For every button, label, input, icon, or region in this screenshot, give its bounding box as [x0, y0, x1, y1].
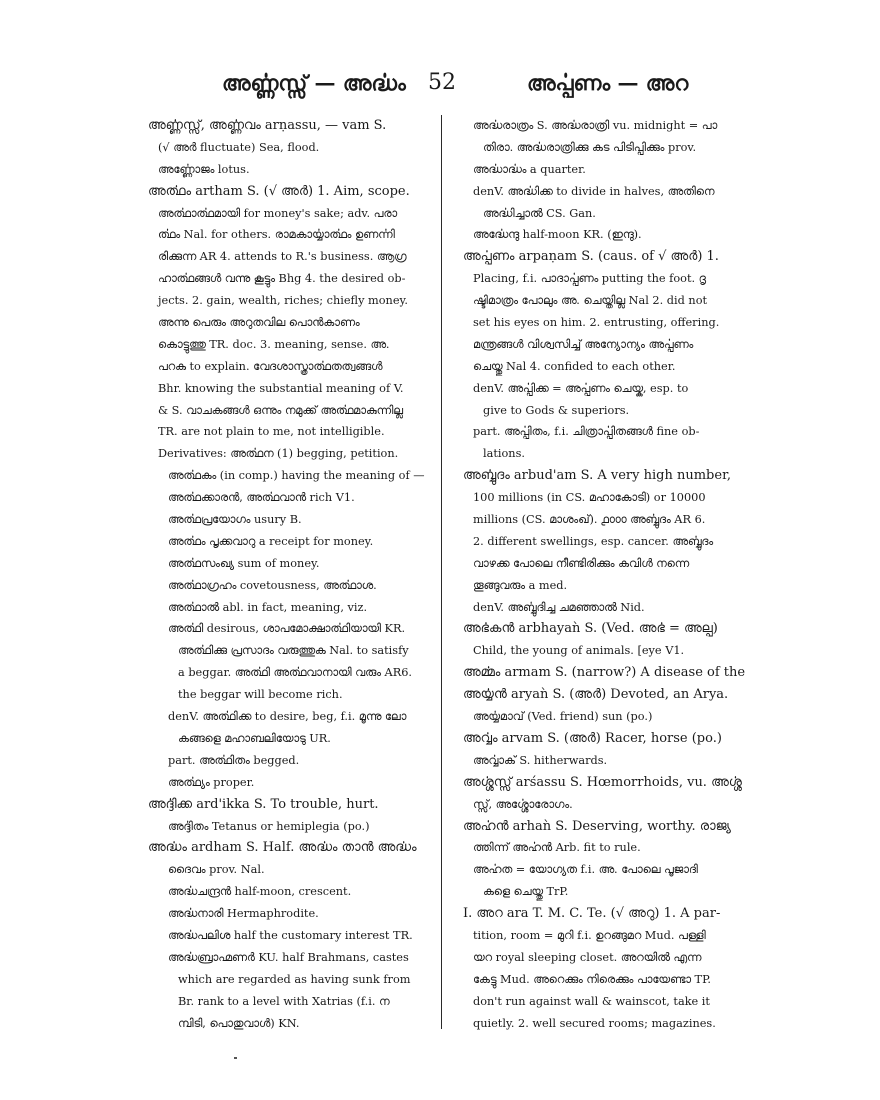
- entry-text-line: അൎത്ഥപ്രയോഗം usury B.: [168, 513, 302, 527]
- entry-headword-line: അൎഭകൻ arbhayaǹ S. (Ved. അൎഭ = അല്പ): [463, 621, 718, 637]
- header-right-guideword: അൎപ്പണം — അറ: [527, 70, 689, 95]
- entry-text-line: കളെ ചെയ്തു TrP.: [483, 885, 569, 899]
- entry-headword-line: അൎദ്ദിക്ക ard'ikka S. To trouble, hurt.: [148, 796, 379, 812]
- entry-text-line: മ്പിടി, പൊതുവാൾ) KN.: [178, 1016, 300, 1030]
- entry-text-line: തിരാ. അൎദ്ധരാത്രിക്കു കട പിടിപ്പിക്കും prov.: [483, 140, 697, 154]
- entry-text-line: which are regarded as having sunk from: [178, 972, 411, 986]
- page-number: 52: [428, 70, 456, 95]
- column-divider: [441, 115, 442, 1029]
- entry-text-line: ത്തിന്ന് അൎഹൻ Arb. fit to rule.: [473, 841, 641, 855]
- entry-text-line: വാഴക്ക പോലെ നീണ്ടിരിക്കും കവിൾ നന്നെ: [473, 556, 689, 570]
- entry-text-line: Placing, f.i. പാദാൎപ്പണം putting the foot. ദൃ: [473, 272, 707, 286]
- entry-text-line: ഷ്ടിമാത്രം പോലും അ. ചെയ്തില്ല Nal 2. did not: [473, 294, 708, 308]
- entry-text-line: യറ royal sleeping closet. അറയിൽ എന്ന: [473, 950, 702, 964]
- entry-text-line: അൎദ്ധബ്രാഹ്മണർ KU. half Brahmans, castes: [168, 950, 409, 964]
- right-column: [463, 115, 750, 1034]
- entry-headword-line: അൎപ്പണം arpaṇam S. (caus. of √ അർ) 1.: [463, 249, 719, 265]
- entry-text-line: തൂങ്ങുവരും a med.: [473, 578, 568, 592]
- entry-text-line: Bhr. knowing the substantial meaning of V.: [158, 381, 404, 395]
- entry-text-line: അൎത്ഥം പൃക്കവാറു a receipt for money.: [168, 534, 374, 548]
- entry-text-line: Child, the young of animals. [eye V1.: [473, 644, 685, 658]
- entry-text-line: quietly. 2. well secured rooms; magazines.: [473, 1016, 716, 1030]
- entry-text-line: അൎത്ഥാൎത്ഥമായി for money's sake; adv. പരാ: [158, 206, 398, 220]
- entry-text-line: TR. are not plain to me, not intelligible.: [158, 425, 385, 439]
- entry-text-line: കങ്ങളെ മഹാബലിയോടു UR.: [178, 731, 331, 745]
- entry-text-line: അൎഹത = യോഗ്യത f.i. അ. പോലെ പൂജാദി: [473, 863, 698, 877]
- entry-text-line: lations.: [483, 447, 525, 461]
- entry-text-line: അൎത്ഥ്യം proper.: [168, 775, 255, 789]
- entry-headword-line: അൎബ്ബുദം arbud'am S. A very high number,: [463, 468, 731, 484]
- entry-text-line: don't run against wall & wainscot, take it: [473, 994, 710, 1008]
- entry-text-line: അൎത്ഥി desirous, ശാപമോക്ഷാൎത്ഥിയായി KR.: [168, 622, 406, 636]
- entry-text-line: അൎദ്ധരാത്രം S. അൎദ്ധരാത്രി vu. midnight = പാ: [473, 119, 718, 132]
- entry-text-line: അൎദ്ധാൎദ്ധം a quarter.: [473, 162, 586, 176]
- entry-text-line: അൎത്ഥാഗ്രഹം covetousness, അൎത്ഥാശ.: [168, 578, 377, 592]
- entry-text-line: 2. different swellings, esp. cancer. അൎബ്ബുദം: [473, 534, 714, 548]
- entry-text-line: അൎത്ഥിക്കു പ്രസാദം വരുത്തുക Nal. to satisfy: [178, 644, 409, 658]
- entry-text-line: അൎദ്ധപലിശ half the customary interest TR.: [168, 928, 413, 942]
- page-header: [0, 66, 880, 106]
- entry-text-line: രിക്കുന്ന AR 4. attends to R.'s business. ആഗ്ര: [158, 250, 407, 264]
- entry-text-line: denV. അൎബ്ബുദിച്ച ചമഞ്ഞാൽ Nid.: [473, 600, 645, 614]
- entry-text-line: പറക to explain. വേദശാസ്ത്രാൎത്ഥതത്വങ്ങൾ: [158, 359, 383, 373]
- entry-text-line: അൎത്ഥസംഖ്യ sum of money.: [168, 556, 320, 570]
- entry-headword-line: അൎയ്യൻ aryaǹ S. (അർ) Devoted, an Arya.: [463, 687, 729, 703]
- entry-text-line: അൎണ്ണോജം lotus.: [158, 162, 250, 176]
- entry-headword-line: അൎണ്ണസ്സ്, അൎണ്ണവം arṇassu, — vam S.: [148, 118, 387, 133]
- entry-text-line: Br. rank to a level with Xatrias (f.i. ന: [178, 994, 390, 1008]
- entry-text-line: tition, room = മുറി f.i. ഉറങ്ങുമറ Mud. പള്ളി: [473, 928, 706, 942]
- entry-text-line: അൎദ്ദിതം Tetanus or hemiplegia (po.): [168, 819, 370, 833]
- entry-text-line: ഹാൎത്ഥങ്ങൾ വന്നു കൂട്ടും Bhg 4. the desired ob-: [158, 272, 406, 286]
- entry-text-line: കൊട്ടുത്തു TR. doc. 3. meaning, sense. അ.: [158, 337, 390, 351]
- entry-text-line: അൎത്ഥക്കാരൻ, അൎത്ഥവാൻ rich V1.: [168, 491, 355, 505]
- entry-headword-line: I. അറ ara T. M. C. Te. (√ അറു) 1. A par-: [463, 906, 721, 922]
- entry-text-line: അൎയ്യമാവ് (Ved. friend) sun (po.): [473, 710, 653, 724]
- left-column: [148, 115, 435, 1034]
- entry-headword-line: അൎഹൻ arhaǹ S. Deserving, worthy. രാജ്യ: [463, 818, 731, 834]
- entry-text-line: & S. വാചകങ്ങൾ ഒന്നും നമുക്ക് അൎത്ഥമാകുന്നില്ല: [158, 403, 403, 417]
- entry-text-line: മന്ത്രങ്ങൾ വിശ്വസിച്ച് അന്യോന്യം അൎപ്പണം: [473, 337, 694, 351]
- entry-text-line: a beggar. അൎത്ഥി അൎത്ഥവാനായി വരും AR6.: [178, 666, 412, 680]
- entry-text-line: അൎദ്ധേന്ദു half-moon KR. (ഇന്ദു).: [473, 228, 642, 242]
- entry-text-line: denV. അൎത്ഥിക്ക to desire, beg, f.i. മൂന്നു ലോ: [168, 710, 407, 724]
- entry-text-line: the beggar will become rich.: [178, 688, 343, 702]
- header-left-guideword: അൎണ്ണസ്സ് — അൎദ്ധം: [222, 70, 406, 95]
- entry-text-line: അൎദ്ധനാരി Hermaphrodite.: [168, 907, 319, 921]
- entry-text-line: അൎവ്വാക് S. hitherwards.: [473, 753, 608, 767]
- entry-text-line: part. അൎത്ഥിതം begged.: [168, 753, 300, 767]
- entry-text-line: give to Gods & superiors.: [483, 403, 630, 417]
- entry-text-line: ൎത്ഥം Nal. for others. രാമകാൎയ്യാൎത്ഥം ഉണൎന്നി: [158, 228, 395, 242]
- entry-text-line: അൎദ്ധിച്ചാൽ CS. Gan.: [483, 206, 596, 220]
- entry-text-line: jects. 2. gain, wealth, riches; chiefly money.: [158, 294, 408, 308]
- entry-text-line: അൎത്ഥകം (in comp.) having the meaning of —: [168, 469, 425, 483]
- entry-text-line: അൎദ്ധചന്ദ്രൻ half-moon, crescent.: [168, 885, 352, 899]
- entry-text-line: ചെയ്തു Nal 4. confided to each other.: [473, 359, 676, 373]
- entry-text-line: denV. അൎപ്പിക്ക = അൎപ്പണം ചെയ്ക, esp. to: [473, 381, 689, 395]
- entry-text-line: millions (CS. മാശംഖ്). ൧൦൦൦ അൎബ്ബുദം AR 6.: [473, 513, 706, 527]
- entry-text-line: set his eyes on him. 2. entrusting, offering.: [473, 316, 720, 330]
- entry-text-line: denV. അൎദ്ധിക്ക to divide in halves, അതിനെ: [473, 184, 715, 198]
- entry-text-line: കേട്ടു Mud. അറെക്കും നിരെക്കും പായേണ്ടാ TP.: [473, 972, 711, 986]
- entry-text-line: 100 millions (in CS. മഹാകോടി) or 10000: [473, 491, 706, 505]
- entry-text-line: അന്നു പെരും അറുതവില പൊൻകാണം: [158, 316, 360, 330]
- entry-text-line: Derivatives: അൎത്ഥന (1) begging, petition.: [158, 447, 399, 461]
- entry-headword-line: അൎത്ഥം artham S. (√ അർ) 1. Aim, scope.: [148, 183, 410, 199]
- entry-text-line: സ്സ്, അൎശ്ശോരോഗം.: [473, 797, 573, 811]
- entry-headword-line: അൎവ്വം arvam S. (അർ) Racer, horse (po.): [463, 730, 722, 746]
- entry-text-line: (√ അർ fluctuate) Sea, flood.: [158, 140, 320, 154]
- entry-headword-line: അൎമ്മം armam S. (narrow?) A disease of the: [463, 665, 746, 681]
- entry-text-line: അൎത്ഥാൽ abl. in fact, meaning, viz.: [168, 600, 368, 614]
- ink-speck: [234, 1057, 237, 1059]
- entry-headword-line: അൎദ്ധം ardham S. Half. അൎദ്ധം താൻ അൎദ്ധം: [148, 840, 417, 856]
- entry-headword-line: അൎശ്ശസ്സ് arśassu S. Hœmorrhoids, vu. അൎശ്ശ: [463, 774, 742, 790]
- entry-text-line: ദൈവം prov. Nal.: [168, 863, 265, 877]
- entry-text-line: part. അൎപ്പിതം, f.i. ചിത്രാൎപ്പിതങ്ങൾ fine ob-: [473, 425, 700, 439]
